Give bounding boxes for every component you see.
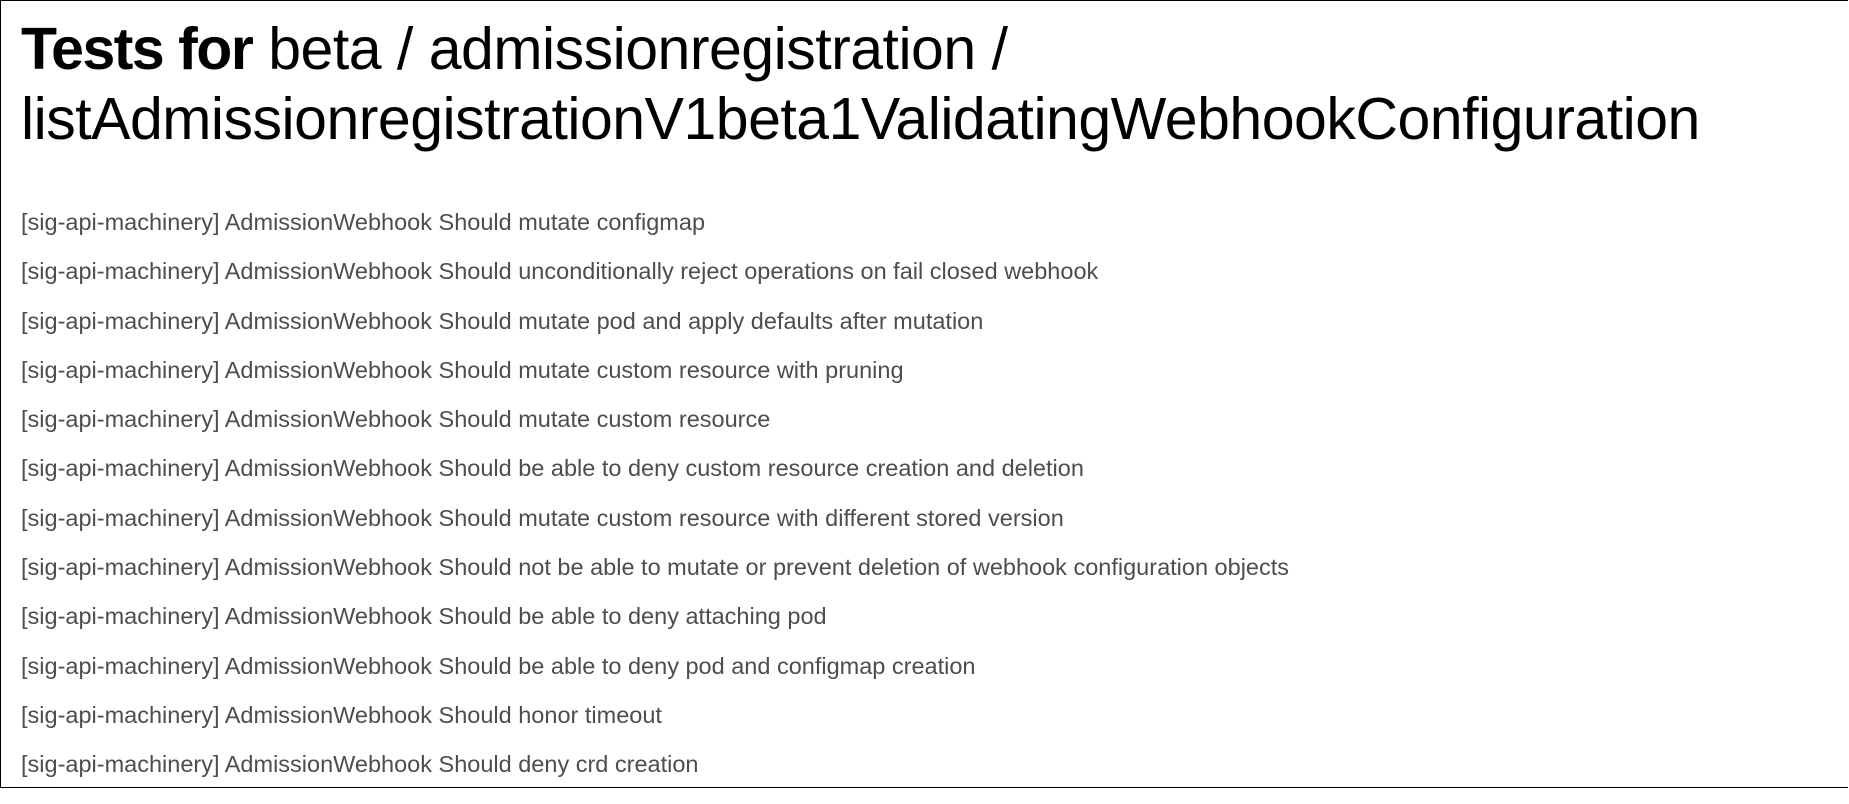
title-prefix: Tests for xyxy=(21,16,253,82)
test-item: [sig-api-machinery] AdmissionWebhook Should be able to deny pod and configmap creation xyxy=(21,652,976,679)
test-item: [sig-api-machinery] AdmissionWebhook Should not be able to mutate or prevent deletion of webhook configuration objects xyxy=(21,554,1290,581)
test-item: [sig-api-machinery] AdmissionWebhook Should mutate custom resource with pruning xyxy=(21,356,904,383)
test-item: [sig-api-machinery] AdmissionWebhook Should mutate custom resource with different stored version xyxy=(21,504,1064,531)
test-item: [sig-api-machinery] AdmissionWebhook Should mutate custom resource xyxy=(21,406,771,433)
test-item: [sig-api-machinery] AdmissionWebhook Should deny crd creation xyxy=(21,751,699,778)
test-item: [sig-api-machinery] AdmissionWebhook Should mutate pod and apply defaults after mutation xyxy=(21,307,984,334)
test-item: [sig-api-machinery] AdmissionWebhook Should be able to deny attaching pod xyxy=(21,603,827,630)
title-path: beta / admissionregistration / listAdmissionregistrationV1beta1ValidatingWebhookConfiguration xyxy=(21,16,1700,152)
test-item: [sig-api-machinery] AdmissionWebhook Should be able to deny custom resource creation and deletion xyxy=(21,455,1084,482)
page-title xyxy=(21,14,1841,154)
test-item: [sig-api-machinery] AdmissionWebhook Should unconditionally reject operations on fail closed webhook xyxy=(21,258,1099,285)
test-list xyxy=(21,204,1289,796)
test-item: [sig-api-machinery] AdmissionWebhook Should honor timeout xyxy=(21,701,662,728)
test-item: [sig-api-machinery] AdmissionWebhook Should mutate configmap xyxy=(21,209,706,235)
